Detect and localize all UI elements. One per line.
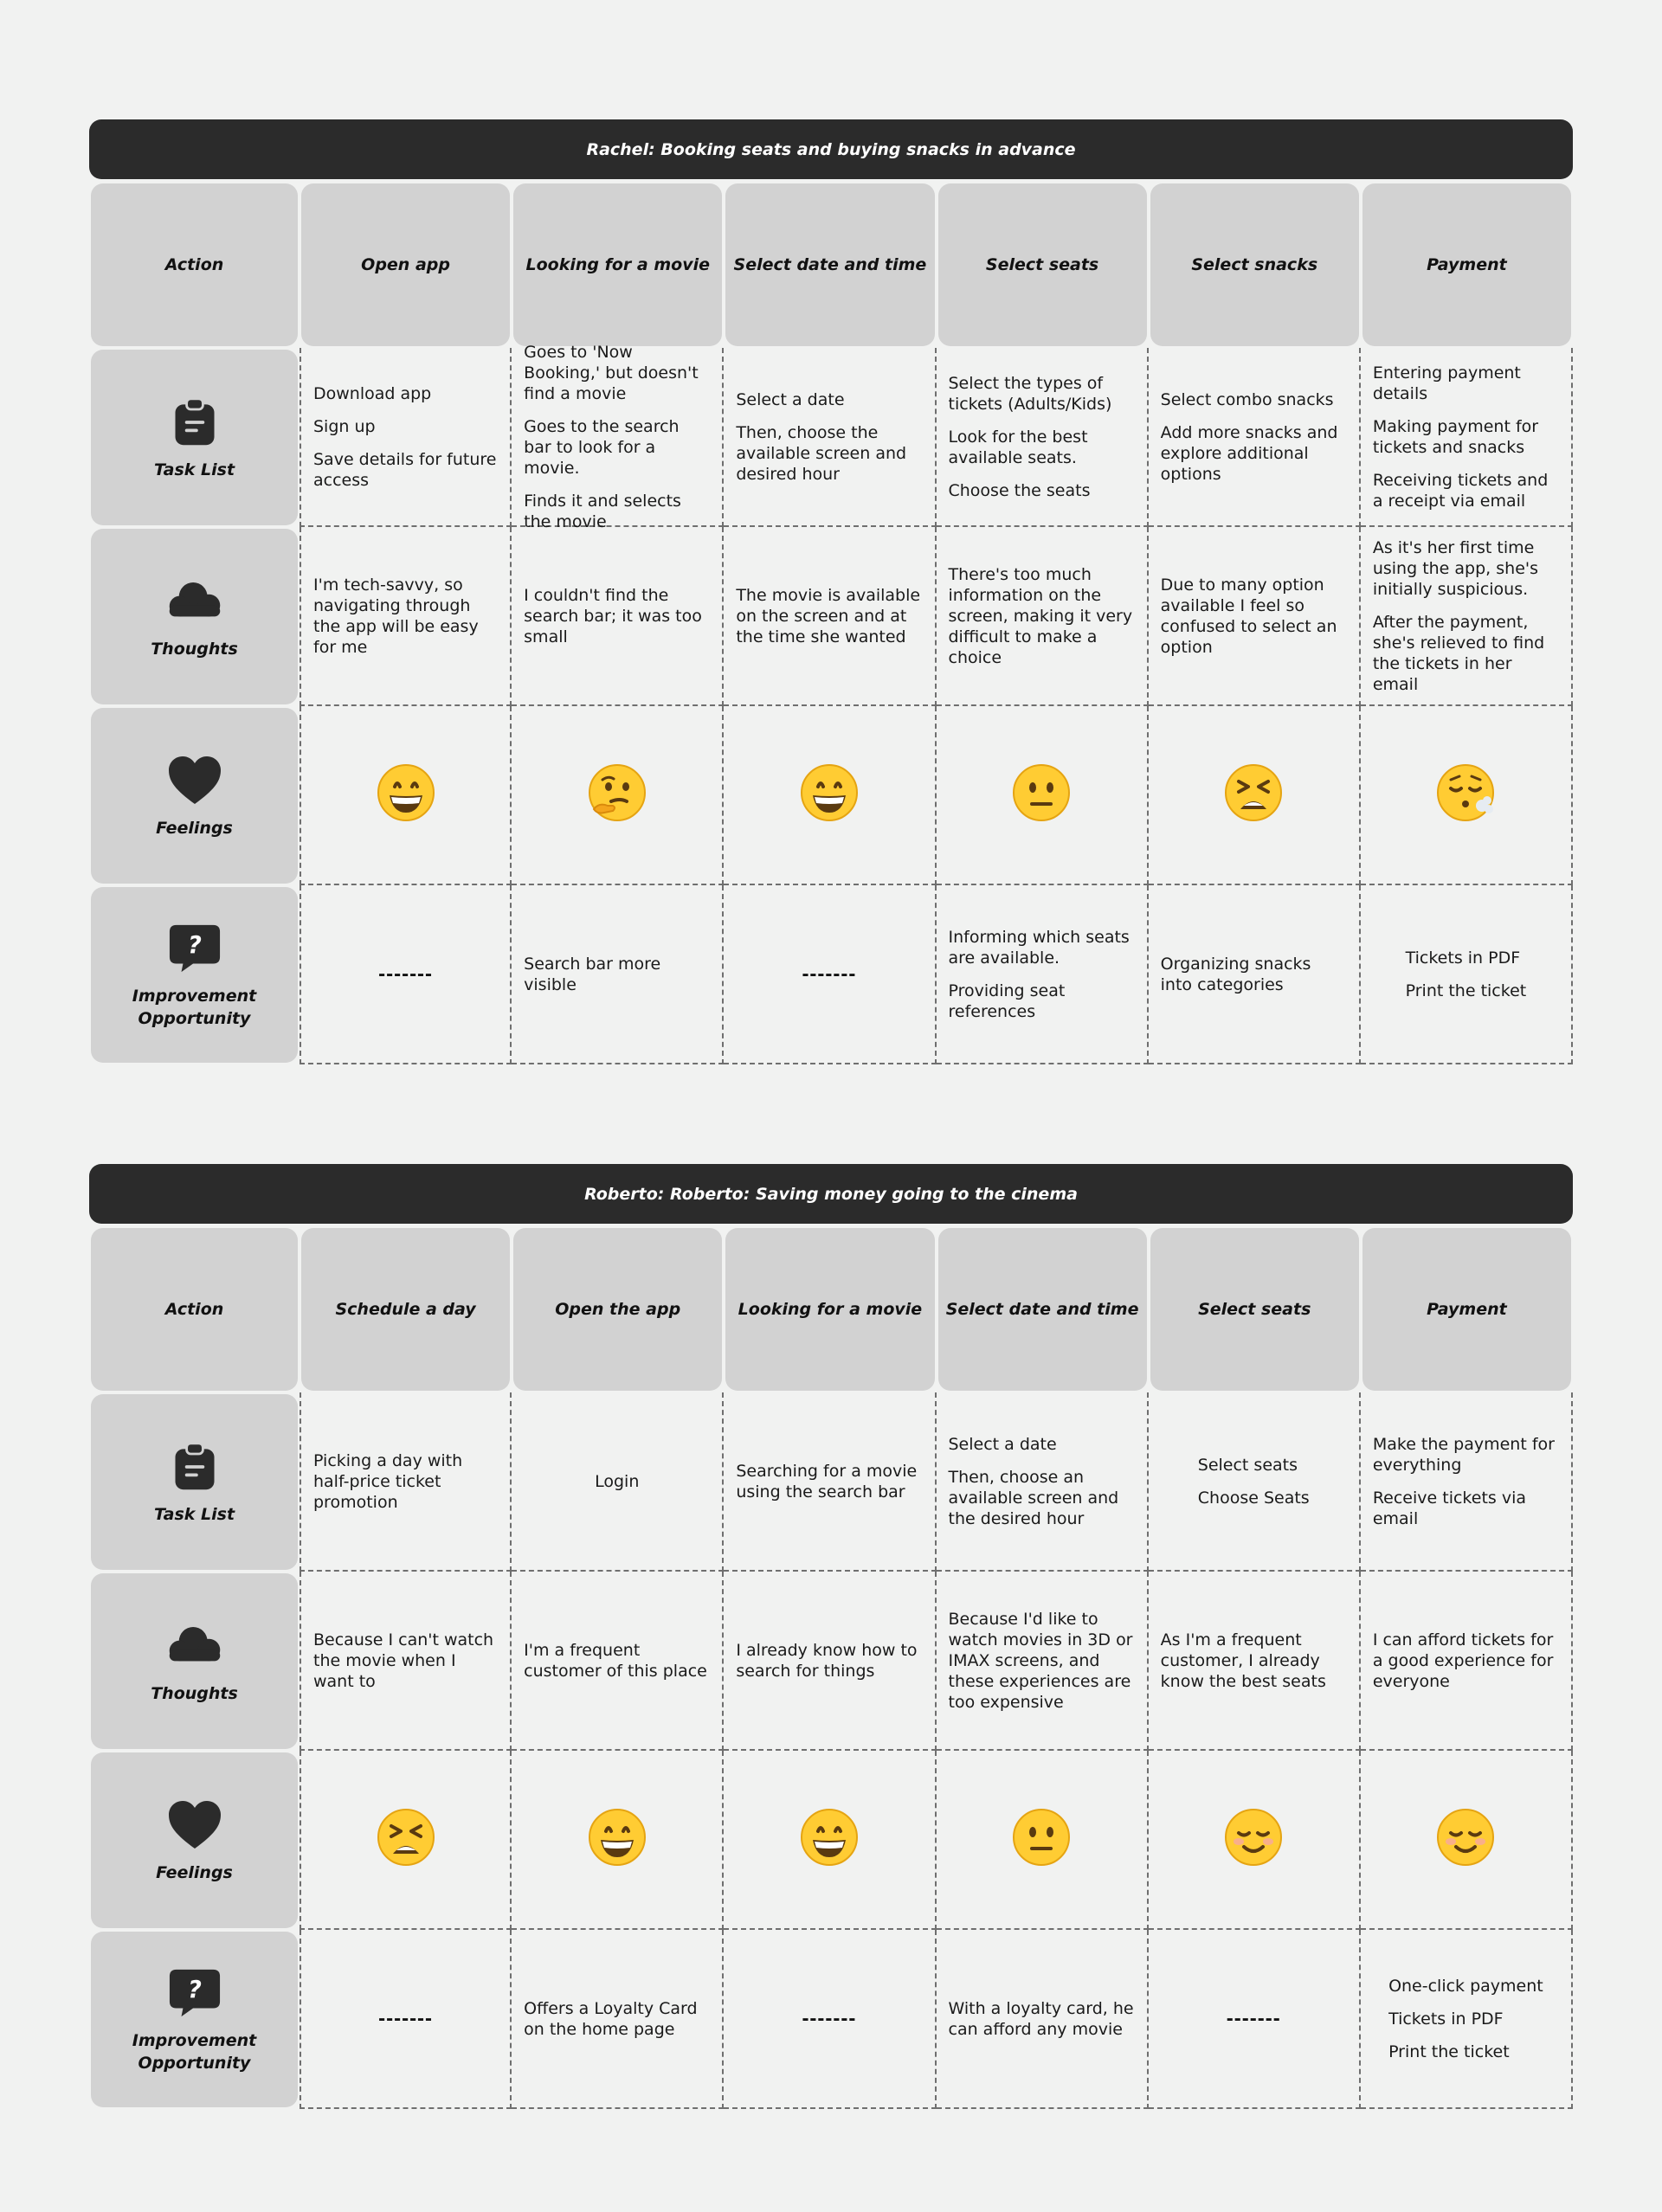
improvement-opportunity-cell [1149,885,1361,1064]
svg-text:?: ? [187,1976,202,2003]
cell-text: After the payment, she's relieved to find the tickets in her email [1372,612,1545,694]
cell-content [949,1998,1135,2040]
improvement-opportunity-cell [937,885,1149,1064]
task-list-cell [1361,348,1573,527]
cell-content [802,2007,856,2031]
tired-face-emoji [1223,762,1284,827]
thoughts-cell [937,527,1149,706]
thoughts-cell [724,1572,936,1751]
improvement-opportunity-cell [512,1930,724,2109]
cell-content [1373,1630,1559,1692]
cell-text: Select a date [948,1434,1057,1454]
stage-header: Looking for a movie [513,183,722,346]
cell-content [524,585,710,647]
cell-content [313,1630,498,1692]
cell-content [736,585,922,647]
cell-text: Organizing snacks into categories [1160,954,1311,994]
cell-text: Searching for a movie using the search bar [736,1461,918,1501]
journey-title: Roberto: Roberto: Saving money going to the cinema [89,1164,1573,1224]
empty-placeholder: ------- [378,2006,434,2030]
cell-text: Providing seat references [948,981,1066,1021]
cell-content [378,2007,433,2031]
cell-text: Then, choose an available screen and the desired hour [948,1467,1119,1528]
cell-content [313,575,498,658]
cell-text: Sign up [313,416,376,436]
row-label: Improvement Opportunity [132,2030,257,2073]
empty-placeholder: ------- [1226,2006,1281,2030]
cell-text: The movie is available on the screen and at the time she wanted [736,585,921,646]
cloud-icon [167,574,222,629]
cell-content [802,962,856,987]
thoughts-cell [1361,527,1573,706]
tired-face-emoji [376,1807,436,1872]
cell-text: Select combo snacks [1160,389,1334,409]
row-header-thoughts [91,1573,298,1749]
cell-content [1161,1630,1347,1692]
thoughts-cell [512,1572,724,1751]
empty-placeholder: ------- [378,961,434,986]
cell-text: I already know how to search for things [736,1640,918,1681]
cell-text: Tickets in PDF [1405,948,1521,968]
stage-header: Open the app [513,1228,722,1391]
cell-content [736,1461,922,1502]
svg-text:?: ? [187,931,202,959]
improvement-opportunity-cell [724,1930,936,2109]
clipboard-icon [167,1439,222,1495]
grinning-face-emoji [799,762,860,827]
cell-text: Finds it and selects the movie [524,491,681,531]
cell-content [1388,1976,1543,2062]
cell-text: Save details for future access [313,449,497,490]
task-list-cell [724,348,936,527]
row-label: Task List [153,460,235,479]
cell-text: I'm tech-savvy, so navigating through the app will be easy for me [313,575,479,657]
stage-header: Payment [1362,183,1571,346]
cell-content [1406,948,1527,1001]
action-header: Action [91,1228,298,1391]
row-header-task-list [91,350,298,525]
improvement-opportunity-cell [300,885,512,1064]
task-list-cell [937,1392,1149,1572]
cell-content [949,1434,1135,1529]
question-bubble-icon [167,921,222,976]
cell-text: Receiving tickets and a receipt via email [1372,470,1549,511]
heart-icon [167,1797,222,1853]
improvement-opportunity-cell [1361,1930,1573,2109]
cell-content [524,1998,710,2040]
cell-content [378,962,433,987]
cell-text: Then, choose the available screen and desired hour [736,422,907,484]
cell-text: Making payment for tickets and snacks [1372,416,1539,457]
feelings-cell [937,1751,1149,1930]
cell-content [595,1471,639,1492]
stage-header: Open app [301,183,510,346]
row-label: Thoughts [151,639,238,659]
stage-header: Schedule a day [301,1228,510,1391]
cell-content [313,1450,498,1513]
cell-text: I can afford tickets for a good experience for everyone [1372,1630,1554,1691]
cell-text: As I'm a frequent customer, I already know the best seats [1160,1630,1326,1691]
improvement-opportunity-cell [724,885,936,1064]
cell-content [1161,389,1347,485]
stage-header: Looking for a movie [725,1228,934,1391]
smiling-face-emoji [1223,1807,1284,1872]
improvement-opportunity-cell [937,1930,1149,2109]
empty-placeholder: ------- [802,961,857,986]
cell-text: There's too much information on the screen, making it very difficult to make a choice [948,564,1133,667]
cell-content [736,1640,922,1682]
row-label: Feelings [156,818,233,838]
cell-content [1227,2007,1281,2031]
cell-content [313,383,498,491]
stage-header: Select date and time [725,183,934,346]
thoughts-cell [1149,527,1361,706]
cell-text: Due to many option available I feel so confused to select an option [1160,575,1337,657]
cell-text: Picking a day with half-price ticket promotion [313,1450,463,1512]
relieved-exhale-face-emoji [1435,762,1496,827]
task-list-cell [724,1392,936,1572]
task-list-cell [1149,348,1361,527]
stage-header: Select seats [1150,1228,1359,1391]
cell-content [1373,363,1559,511]
feelings-cell [1361,706,1573,885]
cell-content [524,1640,710,1682]
cell-text: Informing which seats are available. [948,927,1130,968]
cloud-icon [167,1618,222,1674]
thoughts-cell [300,527,512,706]
stage-header: Select snacks [1150,183,1359,346]
neutral-face-emoji [1011,1807,1072,1872]
journey-grid [89,182,1573,1064]
thoughts-cell [300,1572,512,1751]
cell-text: Choose Seats [1197,1488,1310,1508]
cell-text: Search bar more visible [524,954,661,994]
cell-text: Select a date [736,389,845,409]
cell-text: Download app [313,383,432,403]
stage-header: Select date and time [938,1228,1147,1391]
feelings-cell [724,1751,936,1930]
grinning-face-emoji [587,1807,647,1872]
cell-content [524,954,710,995]
cell-text: Select the types of tickets (Adults/Kids) [948,373,1112,414]
row-header-feelings [91,708,298,884]
cell-content [1161,954,1347,995]
feelings-cell [937,706,1149,885]
cell-content [949,1609,1135,1713]
row-header-improvement-opportunity [91,887,298,1063]
task-list-cell [300,1392,512,1572]
row-label: Feelings [156,1862,233,1882]
cell-content [736,389,922,485]
feelings-cell [724,706,936,885]
feelings-cell [1149,1751,1361,1930]
journey-grid [89,1226,1573,2109]
cell-content [949,564,1135,668]
row-header-task-list [91,1394,298,1570]
cell-text: Look for the best available seats. [948,427,1088,467]
clipboard-icon [167,395,222,450]
journey-map-roberto [89,1164,1573,2109]
cell-text: With a loyalty card, he can afford any movie [948,1998,1134,2039]
thoughts-cell [1361,1572,1573,1751]
cell-text: Offers a Loyalty Card on the home page [524,1998,698,2039]
neutral-face-emoji [1011,762,1072,827]
journey-map-rachel [89,119,1573,1064]
cell-text: As it's her first time using the app, she's initially suspicious. [1372,537,1539,599]
row-label: Thoughts [151,1683,238,1703]
feelings-cell [512,1751,724,1930]
cell-content [524,342,710,532]
row-header-feelings [91,1752,298,1928]
cell-content [1161,575,1347,658]
row-header-thoughts [91,529,298,704]
cell-text: Choose the seats [948,480,1091,500]
heart-icon [167,753,222,808]
cell-text: Because I can't watch the movie when I want to [313,1630,494,1691]
task-list-cell [1361,1392,1573,1572]
cell-text: Login [595,1471,640,1491]
thinking-face-emoji [587,762,647,827]
cell-content [1373,537,1559,695]
task-list-cell [512,342,724,531]
feelings-cell [512,706,724,885]
cell-content [949,373,1135,501]
thoughts-cell [724,527,936,706]
empty-placeholder: ------- [802,2006,857,2030]
cell-text: Because I'd like to watch movies in 3D or IMAX screens, and these experiences are too expensive [948,1609,1133,1712]
cell-text: One-click payment [1388,1976,1543,1996]
cell-text: Print the ticket [1405,981,1527,1000]
cell-text: Goes to the search bar to look for a movie. [524,416,680,478]
feelings-cell [1149,706,1361,885]
task-list-cell [937,348,1149,527]
row-label: Task List [153,1504,235,1524]
feelings-cell [1361,1751,1573,1930]
cell-text: Print the ticket [1388,2042,1510,2061]
thoughts-cell [937,1572,1149,1751]
improvement-opportunity-cell [300,1930,512,2109]
task-list-cell [512,1392,724,1572]
cell-text: Make the payment for everything [1372,1434,1555,1475]
thoughts-cell [512,527,724,706]
cell-text: I couldn't find the search bar; it was too small [524,585,702,646]
feelings-cell [300,706,512,885]
cell-text: Receive tickets via email [1372,1488,1526,1528]
action-header: Action [91,183,298,346]
row-header-improvement-opportunity [91,1932,298,2107]
row-label: Improvement Opportunity [132,986,257,1028]
improvement-opportunity-cell [1361,885,1573,1064]
cell-content [1373,1434,1559,1529]
grinning-face-emoji [376,762,436,827]
thoughts-cell [1149,1572,1361,1751]
cell-text: I'm a frequent customer of this place [524,1640,707,1681]
task-list-cell [1149,1392,1361,1572]
stage-header: Select seats [938,183,1147,346]
cell-text: Goes to 'Now Booking,' but doesn't find a movie [524,342,699,403]
journey-title: Rachel: Booking seats and buying snacks in advance [89,119,1573,179]
stage-header: Payment [1362,1228,1571,1391]
cell-text: Add more snacks and explore additional options [1160,422,1338,484]
cell-text: Select seats [1197,1455,1298,1475]
cell-text: Entering payment details [1372,363,1521,403]
improvement-opportunity-cell [1149,1930,1361,2109]
cell-text: Tickets in PDF [1388,2009,1504,2029]
task-list-cell [300,348,512,527]
cell-content [1198,1455,1310,1508]
smiling-face-emoji [1435,1807,1496,1872]
grinning-face-emoji [799,1807,860,1872]
improvement-opportunity-cell [512,885,724,1064]
cell-content [949,927,1135,1022]
feelings-cell [300,1751,512,1930]
question-bubble-icon [167,1965,222,2021]
